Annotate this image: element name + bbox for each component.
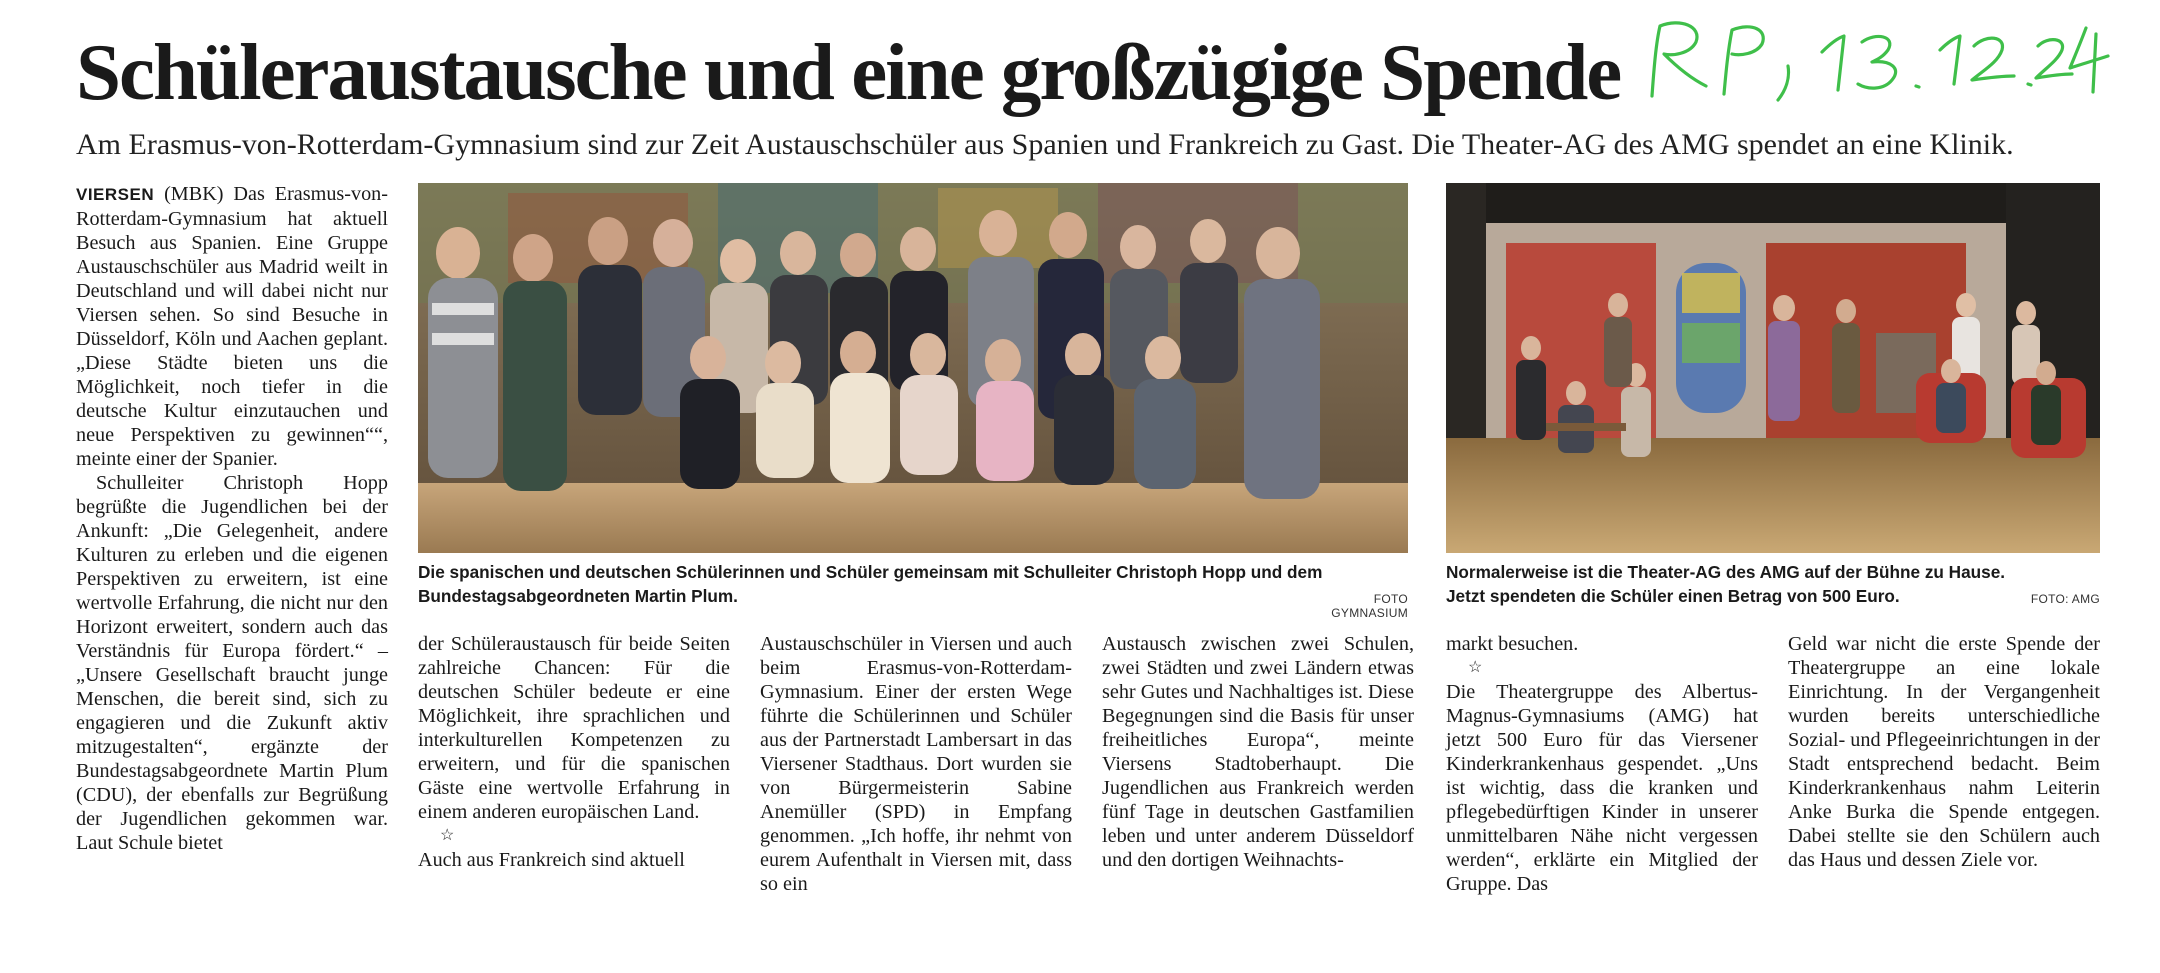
article-column-2 [418, 632, 730, 872]
article-column-2-continuation: Auch aus Frankreich sind aktuell [418, 849, 685, 871]
article-paragraph-2: Schulleiter Christoph Hopp begrüßte die Jugendlichen bei der Ankunft: „Die Gelegenheit, andere Kulturen zu erleben und die eigenen Perspektiven zu erweitern, ist eine wertvolle Erfahrung, die nicht nur den Horizont erweitert, sondern auch das Verständnis für Europa fördert.“ – „Unsere Gesellschaft braucht junge Menschen, die bereit sind, sich zu engagieren und die Zukunft aktiv mitzugestalten“, ergänzte der Bundestagsabgeordnete Martin Plum (CDU), der ebenfalls zur Begrüßung der Jugendlichen gekommen war. Laut Schule bietet [76, 472, 388, 854]
group-photo-credit: FOTO GYMNASIUM [1331, 592, 1408, 620]
theater-photo-caption: Normalerweise ist die Theater-AG des AMG auf der Bühne zu Hause. Jetzt spendeten die Schüler einen Betrag von 500 Euro. [1446, 562, 2006, 606]
article-subheadline: Am Erasmus-von-Rotterdam-Gymnasium sind zur Zeit Austauschschüler aus Spanien und Frankreich zu Gast. Die Theater-AG des AMG spendet an eine Klinik. [76, 128, 2014, 161]
group-photo-image [418, 183, 1408, 553]
article-column-5-lead: markt besuchen. [1446, 633, 1579, 655]
section-separator-star-2: ☆ [1468, 659, 1483, 676]
group-photo-caption: Die spanischen und deutschen Schülerinnen und Schüler gemeinsam mit Schulleiter Christoph Hopp und dem Bundestagsabgeordneten Martin Plum. [418, 562, 1323, 606]
article-column-1 [76, 182, 388, 855]
group-photo [418, 183, 1408, 553]
section-separator-star: ☆ [440, 827, 455, 844]
article-column-6 [1788, 632, 2100, 872]
article-column-3 [760, 632, 1072, 896]
article-column-4-text: Austausch zwischen zwei Schulen, zwei Städten und zwei Ländern etwas sehr Gutes und Nachhaltiges ist. Diese Begegnungen sind die Basis für unser freiheitliches Europa“, meinte Viersens Stadtoberhaupt. Die Jugendlichen aus Frankreich werden fünf Tage in deutschen Gastfamilien leben und unter anderem Düsseldorf und den dortigen Weihnachts- [1102, 633, 1414, 871]
article-headline: Schüleraustausche und eine großzügige Spende [76, 27, 1621, 117]
article-lead-text: (MBK) Das Erasmus-von-Rotterdam-Gymnasium hat aktuell Besuch aus Spanien. Eine Gruppe Austauschschüler aus Madrid weilt in Deutschland und will dabei nicht nur Viersen sehen. So sind Besuche in Düsseldorf, Köln und Aachen geplant. „Diese Städte bieten uns die Möglichkeit, noch tiefer in die deutsche Kultur einzutauchen und neue Perspektiven zu gewinnen““, meinte einer der Spanier. [76, 183, 388, 470]
theater-photo [1446, 183, 2100, 553]
article-column-5-text: Die Theatergruppe des Albertus-Magnus-Gymnasiums (AMG) hat jetzt 500 Euro für das Viersener Kinderkrankenhaus gespendet. „Uns ist wichtig, dass die kranken und pflegebedürftigen Kinder in unserer unmittelbaren Nähe nicht vergessen werden“, erklärte ein Mitglied der Gruppe. Das [1446, 681, 1758, 895]
theater-photo-credit: FOTO: AMG [2030, 592, 2100, 606]
article-column-6-text: Geld war nicht die erste Spende der Theatergruppe an eine lokale Einrichtung. In der Vergangenheit wurden bereits unterschiedliche Sozial- und Pflegeeinrichtungen in der Stadt entsprechend bedacht. Beim Kinderkrankenhaus nahm Leiterin Anke Burka die Spende entgegen. Dabei stellte sie den Schülern auch das Haus und dessen Ziele vor. [1788, 633, 2100, 871]
handwriting-drawing [1640, 8, 2110, 118]
handwritten-date-note [1640, 8, 2110, 118]
article-column-2-text: der Schüleraustausch für beide Seiten zahlreiche Chancen: Für die deutschen Schüler bedeute er eine Möglichkeit, ihre sprachlichen und interkulturellen Kompetenzen zu erweitern, und für die spanischen Gäste eine wertvolle Erfahrung in einem anderen europäischen Land. [418, 633, 730, 823]
dateline: VIERSEN [76, 185, 155, 204]
article-column-3-text: Austauschschüler in Viersen und auch beim Erasmus-von-Rotterdam-Gymnasium. Einer der ersten Wege führte die Schülerinnen und Schüler aus der Partnerstadt Lambersart in das Viersener Stadthaus. Dort wurden sie von Bürgermeisterin Sabine Anemüller (SPD) in Empfang genommen. „Ich hoffe, ihr nehmt von eurem Aufenthalt in Viersen mit, dass so ein [760, 633, 1072, 895]
article-column-5 [1446, 632, 1758, 896]
theater-photo-image [1446, 183, 2100, 553]
article-column-4 [1102, 632, 1414, 872]
